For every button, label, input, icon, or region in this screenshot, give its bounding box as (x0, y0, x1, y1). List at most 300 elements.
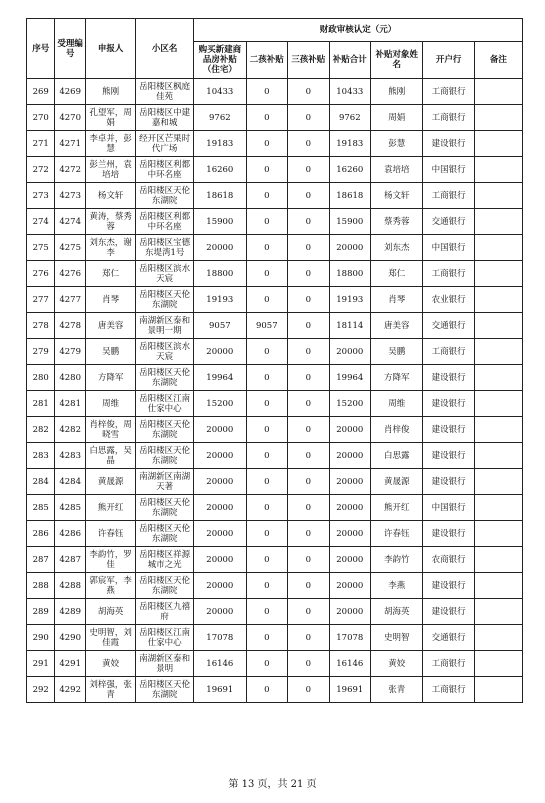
cell-accept-no: 4271 (55, 131, 86, 157)
cell-community: 岳阳楼区宝德东堤湾1号 (136, 235, 194, 261)
header-seq: 序号 (27, 19, 55, 79)
table-row (27, 79, 523, 105)
cell-third-child: 0 (288, 521, 330, 547)
cell-recipient: 蔡秀蓉 (371, 209, 423, 235)
cell-bank: 中国银行 (423, 235, 474, 261)
cell-accept-no: 4270 (55, 105, 86, 131)
cell-applicant: 吴鹏 (85, 339, 135, 365)
cell-applicant: 方降军 (85, 365, 135, 391)
table-row (27, 443, 523, 469)
cell-community: 岳阳楼区江南仕家中心 (136, 625, 194, 651)
cell-remark (474, 625, 522, 651)
cell-total: 18114 (329, 313, 371, 339)
cell-bank: 建设银行 (423, 391, 474, 417)
cell-accept-no: 4272 (55, 157, 86, 183)
cell-third-child: 0 (288, 625, 330, 651)
cell-seq: 292 (27, 677, 55, 703)
cell-second-child: 0 (246, 547, 288, 573)
cell-seq: 290 (27, 625, 55, 651)
cell-third-child: 0 (288, 677, 330, 703)
cell-total: 20000 (329, 599, 371, 625)
cell-applicant: 白思露，吴晶 (85, 443, 135, 469)
cell-seq: 287 (27, 547, 55, 573)
cell-community: 岳阳楼区中建嘉和城 (136, 105, 194, 131)
cell-new-house: 16260 (194, 157, 246, 183)
cell-second-child: 0 (246, 417, 288, 443)
cell-total: 9762 (329, 105, 371, 131)
cell-remark (474, 235, 522, 261)
cell-recipient: 李燕 (371, 573, 423, 599)
cell-applicant: 唐美容 (85, 313, 135, 339)
cell-third-child: 0 (288, 495, 330, 521)
cell-second-child: 0 (246, 105, 288, 131)
cell-total: 17078 (329, 625, 371, 651)
cell-third-child: 0 (288, 339, 330, 365)
cell-recipient: 杨文轩 (371, 183, 423, 209)
cell-recipient: 唐美容 (371, 313, 423, 339)
header-second-child: 二孩补贴 (246, 42, 288, 79)
cell-remark (474, 287, 522, 313)
table-row (27, 287, 523, 313)
cell-bank: 工商银行 (423, 651, 474, 677)
cell-bank: 建设银行 (423, 131, 474, 157)
cell-recipient: 熊开红 (371, 495, 423, 521)
cell-new-house: 19691 (194, 677, 246, 703)
cell-community: 岳阳楼区天伦东湖院 (136, 677, 194, 703)
cell-third-child: 0 (288, 651, 330, 677)
cell-seq: 269 (27, 79, 55, 105)
cell-remark (474, 521, 522, 547)
cell-second-child: 0 (246, 443, 288, 469)
cell-bank: 交通银行 (423, 313, 474, 339)
cell-seq: 288 (27, 573, 55, 599)
table-row (27, 573, 523, 599)
cell-recipient: 熊刚 (371, 79, 423, 105)
cell-recipient: 郑仁 (371, 261, 423, 287)
cell-remark (474, 599, 522, 625)
cell-accept-no: 4276 (55, 261, 86, 287)
table-row (27, 209, 523, 235)
cell-total: 16146 (329, 651, 371, 677)
cell-bank: 建设银行 (423, 521, 474, 547)
cell-remark (474, 443, 522, 469)
table-row (27, 599, 523, 625)
cell-new-house: 20000 (194, 339, 246, 365)
table-row (27, 417, 523, 443)
cell-community: 岳阳楼区天伦东湖院 (136, 495, 194, 521)
cell-recipient: 肖梓俊 (371, 417, 423, 443)
cell-community: 岳阳楼区天伦东湖院 (136, 573, 194, 599)
cell-new-house: 16146 (194, 651, 246, 677)
table-row (27, 183, 523, 209)
cell-total: 20000 (329, 547, 371, 573)
table-row (27, 521, 523, 547)
cell-applicant: 彭兰州，袁培培 (85, 157, 135, 183)
cell-recipient: 周娟 (371, 105, 423, 131)
cell-new-house: 20000 (194, 235, 246, 261)
cell-total: 18618 (329, 183, 371, 209)
cell-community: 岳阳楼区天伦东湖院 (136, 443, 194, 469)
cell-accept-no: 4286 (55, 521, 86, 547)
cell-applicant: 黄姣 (85, 651, 135, 677)
cell-total: 20000 (329, 443, 371, 469)
table-row (27, 651, 523, 677)
table-row (27, 105, 523, 131)
cell-new-house: 9057 (194, 313, 246, 339)
cell-accept-no: 4289 (55, 599, 86, 625)
cell-third-child: 0 (288, 105, 330, 131)
cell-applicant: 郑仁 (85, 261, 135, 287)
cell-applicant: 周维 (85, 391, 135, 417)
cell-community: 岳阳楼区滨水天宸 (136, 339, 194, 365)
cell-total: 20000 (329, 339, 371, 365)
cell-second-child: 0 (246, 573, 288, 599)
cell-applicant: 李韵竹，罗佳 (85, 547, 135, 573)
cell-accept-no: 4284 (55, 469, 86, 495)
cell-third-child: 0 (288, 313, 330, 339)
cell-applicant: 刘东杰，谢李 (85, 235, 135, 261)
cell-accept-no: 4292 (55, 677, 86, 703)
cell-seq: 281 (27, 391, 55, 417)
cell-community: 岳阳楼区九禧府 (136, 599, 194, 625)
cell-applicant: 肖琴 (85, 287, 135, 313)
cell-second-child: 0 (246, 235, 288, 261)
cell-remark (474, 469, 522, 495)
cell-new-house: 9762 (194, 105, 246, 131)
subsidy-table (26, 18, 523, 703)
cell-third-child: 0 (288, 157, 330, 183)
cell-recipient: 吴鹏 (371, 339, 423, 365)
cell-community: 经开区芒果时代广场 (136, 131, 194, 157)
cell-new-house: 19964 (194, 365, 246, 391)
cell-applicant: 史明智，刘佳霞 (85, 625, 135, 651)
cell-accept-no: 4291 (55, 651, 86, 677)
cell-seq: 282 (27, 417, 55, 443)
cell-third-child: 0 (288, 131, 330, 157)
cell-community: 岳阳楼区祥源城市之光 (136, 547, 194, 573)
table-row (27, 313, 523, 339)
cell-bank: 工商银行 (423, 183, 474, 209)
cell-community: 岳阳楼区枫庭佳苑 (136, 79, 194, 105)
cell-new-house: 20000 (194, 469, 246, 495)
cell-remark (474, 391, 522, 417)
cell-applicant: 许春钰 (85, 521, 135, 547)
cell-applicant: 黄涛，蔡秀蓉 (85, 209, 135, 235)
header-bank: 开户行 (423, 42, 474, 79)
table-row (27, 157, 523, 183)
cell-bank: 中国银行 (423, 495, 474, 521)
cell-community: 岳阳楼区滨水天宸 (136, 261, 194, 287)
cell-community: 南湖新区南湖天著 (136, 469, 194, 495)
cell-total: 15900 (329, 209, 371, 235)
cell-new-house: 20000 (194, 573, 246, 599)
header-applicant: 申报人 (85, 19, 135, 79)
cell-new-house: 20000 (194, 599, 246, 625)
cell-second-child: 0 (246, 651, 288, 677)
cell-recipient: 肖琴 (371, 287, 423, 313)
cell-bank: 工商银行 (423, 261, 474, 287)
cell-accept-no: 4274 (55, 209, 86, 235)
cell-community: 岳阳楼区天伦东湖院 (136, 365, 194, 391)
table-row (27, 391, 523, 417)
cell-total: 20000 (329, 235, 371, 261)
cell-seq: 277 (27, 287, 55, 313)
cell-remark (474, 313, 522, 339)
cell-bank: 工商银行 (423, 339, 474, 365)
header-total: 补贴合计 (329, 42, 371, 79)
cell-third-child: 0 (288, 287, 330, 313)
cell-recipient: 周维 (371, 391, 423, 417)
cell-community: 岳阳楼区江南仕家中心 (136, 391, 194, 417)
cell-new-house: 20000 (194, 547, 246, 573)
cell-recipient: 史明智 (371, 625, 423, 651)
cell-accept-no: 4278 (55, 313, 86, 339)
header-recipient: 补贴对象姓名 (371, 42, 423, 79)
cell-bank: 工商银行 (423, 105, 474, 131)
cell-total: 19193 (329, 287, 371, 313)
table-row (27, 677, 523, 703)
header-community: 小区名 (136, 19, 194, 79)
cell-new-house: 20000 (194, 417, 246, 443)
cell-applicant: 熊开红 (85, 495, 135, 521)
cell-seq: 276 (27, 261, 55, 287)
cell-remark (474, 339, 522, 365)
cell-seq: 275 (27, 235, 55, 261)
cell-accept-no: 4269 (55, 79, 86, 105)
cell-third-child: 0 (288, 547, 330, 573)
cell-second-child: 0 (246, 339, 288, 365)
cell-third-child: 0 (288, 573, 330, 599)
cell-total: 20000 (329, 573, 371, 599)
page-footer: 第 13 页，共 21 页 (228, 779, 317, 790)
cell-remark (474, 651, 522, 677)
cell-community: 岳阳楼区天伦东湖院 (136, 521, 194, 547)
cell-third-child: 0 (288, 599, 330, 625)
cell-total: 20000 (329, 495, 371, 521)
table-row (27, 131, 523, 157)
header-new-house: 购买新建商品房补贴（住宅） (194, 42, 246, 79)
table-row (27, 495, 523, 521)
cell-third-child: 0 (288, 209, 330, 235)
cell-third-child: 0 (288, 469, 330, 495)
cell-total: 19691 (329, 677, 371, 703)
cell-bank: 建设银行 (423, 443, 474, 469)
cell-second-child: 0 (246, 79, 288, 105)
cell-community: 南湖新区泰和景明一期 (136, 313, 194, 339)
cell-bank: 建设银行 (423, 599, 474, 625)
cell-applicant: 黄晟源 (85, 469, 135, 495)
cell-applicant: 肖梓俊，周晓雪 (85, 417, 135, 443)
cell-third-child: 0 (288, 235, 330, 261)
cell-seq: 273 (27, 183, 55, 209)
cell-remark (474, 131, 522, 157)
cell-total: 10433 (329, 79, 371, 105)
cell-total: 15200 (329, 391, 371, 417)
cell-accept-no: 4281 (55, 391, 86, 417)
table-row (27, 339, 523, 365)
cell-seq: 271 (27, 131, 55, 157)
cell-recipient: 方降军 (371, 365, 423, 391)
cell-bank: 农业银行 (423, 287, 474, 313)
cell-accept-no: 4290 (55, 625, 86, 651)
cell-accept-no: 4275 (55, 235, 86, 261)
cell-bank: 建设银行 (423, 573, 474, 599)
cell-bank: 建设银行 (423, 417, 474, 443)
cell-applicant: 孔望军，周娟 (85, 105, 135, 131)
cell-second-child: 0 (246, 469, 288, 495)
cell-third-child: 0 (288, 391, 330, 417)
cell-seq: 279 (27, 339, 55, 365)
cell-accept-no: 4279 (55, 339, 86, 365)
table-body (27, 79, 523, 703)
header-accept-no: 受理编号 (55, 19, 86, 79)
cell-bank: 工商银行 (423, 677, 474, 703)
cell-accept-no: 4282 (55, 417, 86, 443)
cell-bank: 农商银行 (423, 547, 474, 573)
cell-community: 岳阳楼区利都中环名座 (136, 157, 194, 183)
cell-recipient: 黄姣 (371, 651, 423, 677)
cell-second-child: 9057 (246, 313, 288, 339)
cell-total: 19183 (329, 131, 371, 157)
cell-recipient: 彭慧 (371, 131, 423, 157)
cell-new-house: 10433 (194, 79, 246, 105)
cell-recipient: 刘东杰 (371, 235, 423, 261)
cell-remark (474, 365, 522, 391)
cell-remark (474, 157, 522, 183)
cell-second-child: 0 (246, 391, 288, 417)
cell-second-child: 0 (246, 599, 288, 625)
cell-accept-no: 4273 (55, 183, 86, 209)
cell-remark (474, 417, 522, 443)
cell-applicant: 郭宸军，李燕 (85, 573, 135, 599)
cell-new-house: 18618 (194, 183, 246, 209)
cell-applicant: 刘梓强，张青 (85, 677, 135, 703)
header-remark: 备注 (474, 42, 522, 79)
cell-recipient: 张青 (371, 677, 423, 703)
cell-second-child: 0 (246, 495, 288, 521)
cell-second-child: 0 (246, 183, 288, 209)
cell-community: 岳阳楼区天伦东湖院 (136, 417, 194, 443)
cell-total: 20000 (329, 417, 371, 443)
cell-remark (474, 261, 522, 287)
cell-accept-no: 4283 (55, 443, 86, 469)
cell-new-house: 20000 (194, 495, 246, 521)
cell-recipient: 许春钰 (371, 521, 423, 547)
cell-third-child: 0 (288, 443, 330, 469)
cell-applicant: 胡海英 (85, 599, 135, 625)
cell-new-house: 15900 (194, 209, 246, 235)
table-row (27, 365, 523, 391)
cell-remark (474, 79, 522, 105)
cell-bank: 交通银行 (423, 625, 474, 651)
cell-second-child: 0 (246, 261, 288, 287)
cell-third-child: 0 (288, 183, 330, 209)
cell-bank: 建设银行 (423, 469, 474, 495)
cell-seq: 272 (27, 157, 55, 183)
cell-remark (474, 573, 522, 599)
cell-seq: 270 (27, 105, 55, 131)
cell-second-child: 0 (246, 677, 288, 703)
cell-remark (474, 209, 522, 235)
cell-total: 16260 (329, 157, 371, 183)
header-third-child: 三孩补贴 (288, 42, 330, 79)
cell-seq: 280 (27, 365, 55, 391)
cell-second-child: 0 (246, 209, 288, 235)
cell-new-house: 20000 (194, 443, 246, 469)
cell-seq: 278 (27, 313, 55, 339)
cell-second-child: 0 (246, 365, 288, 391)
cell-third-child: 0 (288, 417, 330, 443)
cell-second-child: 0 (246, 287, 288, 313)
cell-remark (474, 105, 522, 131)
cell-remark (474, 495, 522, 521)
cell-accept-no: 4287 (55, 547, 86, 573)
cell-new-house: 18800 (194, 261, 246, 287)
cell-community: 南湖新区泰和景明 (136, 651, 194, 677)
cell-community: 岳阳楼区天伦东湖院 (136, 287, 194, 313)
cell-applicant: 熊刚 (85, 79, 135, 105)
table-row (27, 547, 523, 573)
table-row (27, 625, 523, 651)
cell-remark (474, 547, 522, 573)
header-group-title: 财政审核认定（元） (194, 19, 523, 42)
cell-seq: 283 (27, 443, 55, 469)
cell-bank: 交通银行 (423, 209, 474, 235)
cell-second-child: 0 (246, 157, 288, 183)
cell-community: 岳阳楼区利都中环名座 (136, 209, 194, 235)
cell-bank: 建设银行 (423, 365, 474, 391)
cell-seq: 291 (27, 651, 55, 677)
cell-total: 18800 (329, 261, 371, 287)
cell-recipient: 李韵竹 (371, 547, 423, 573)
cell-total: 20000 (329, 521, 371, 547)
cell-community: 岳阳楼区天伦东湖院 (136, 183, 194, 209)
cell-recipient: 白思露 (371, 443, 423, 469)
cell-seq: 285 (27, 495, 55, 521)
cell-new-house: 17078 (194, 625, 246, 651)
cell-recipient: 袁培培 (371, 157, 423, 183)
cell-total: 20000 (329, 469, 371, 495)
table-row (27, 469, 523, 495)
cell-accept-no: 4285 (55, 495, 86, 521)
cell-second-child: 0 (246, 625, 288, 651)
cell-seq: 284 (27, 469, 55, 495)
cell-recipient: 黄晟源 (371, 469, 423, 495)
cell-accept-no: 4288 (55, 573, 86, 599)
cell-new-house: 15200 (194, 391, 246, 417)
cell-third-child: 0 (288, 79, 330, 105)
cell-total: 19964 (329, 365, 371, 391)
cell-second-child: 0 (246, 131, 288, 157)
cell-recipient: 胡海英 (371, 599, 423, 625)
table-row (27, 235, 523, 261)
cell-remark (474, 677, 522, 703)
cell-accept-no: 4280 (55, 365, 86, 391)
cell-accept-no: 4277 (55, 287, 86, 313)
cell-bank: 中国银行 (423, 157, 474, 183)
cell-new-house: 20000 (194, 521, 246, 547)
cell-applicant: 李卓并，彭慧 (85, 131, 135, 157)
cell-bank: 工商银行 (423, 79, 474, 105)
cell-seq: 274 (27, 209, 55, 235)
cell-new-house: 19183 (194, 131, 246, 157)
cell-seq: 286 (27, 521, 55, 547)
cell-applicant: 杨文轩 (85, 183, 135, 209)
cell-third-child: 0 (288, 365, 330, 391)
cell-new-house: 19193 (194, 287, 246, 313)
cell-seq: 289 (27, 599, 55, 625)
cell-third-child: 0 (288, 261, 330, 287)
